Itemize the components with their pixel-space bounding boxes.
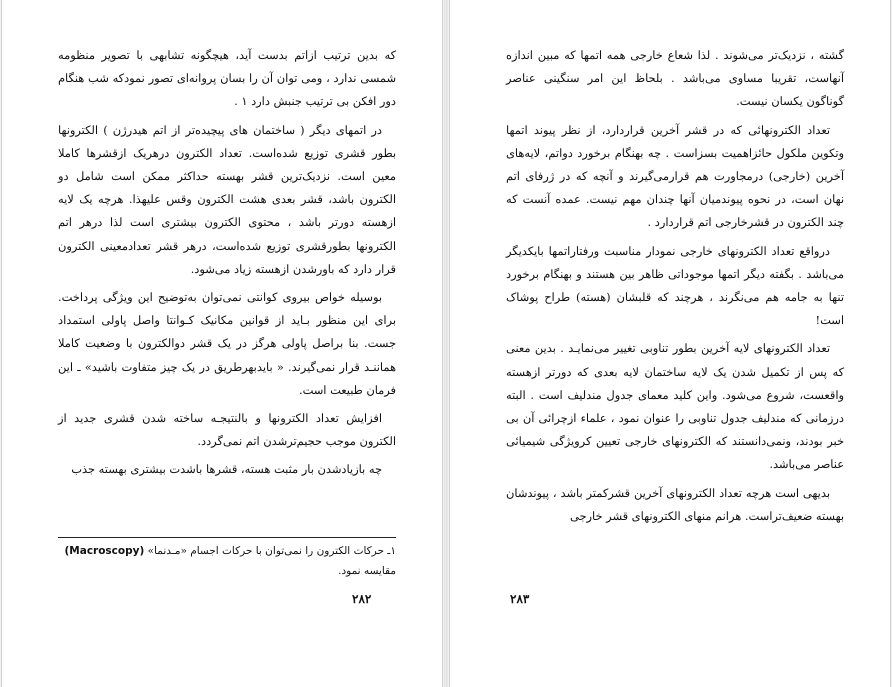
footnote <box>58 541 396 581</box>
paragraph: چه بازیادشدن بار مثبت هسته، قشرها باشدت بیشتری بهسته جذب <box>71 462 382 477</box>
left-book-page <box>2 0 442 687</box>
paragraph: در اتمهای دیگر ( ساختمان های پیچیده‌تر از اتم هیدرژن ) الکترونها بطور قشری توزیع شده‌است. تعداد الکترون درهریک ازقشرها کاملا معین است. نزدیک‌ترین قشر بهسته حداکثر ممکن است شامل دو الکترون باشد، قشر بعدی هشت الکترون وقس علیهذا. هرچه یک لایه ازهسته دورتر باشد ، محتوی الکترون بیشتری است لذا درهر اتم الکترونها بطورقشری توزیع شده‌است، درهر قشر تعدادمعینی الکترون قرار دارد که باورشدن ازهسته زیاد می‌شود. <box>58 122 396 276</box>
left-page-text <box>58 44 396 487</box>
page-number: ۲۸۲ <box>352 592 372 606</box>
page-gutter <box>444 0 448 687</box>
page-number: ۲۸۳ <box>510 592 530 606</box>
footnote-term: (Macroscopy) <box>64 545 145 557</box>
paragraph: تعداد الکترونهائی که در قشر آخرین قراردارد، از نظر پیوند اتمها وتکوین ملکول حائزاهمیت بسزاست . چه بهنگام برخورد دواتم، لایه‌های آخرین (خارجی) درمجاورت هم قرارمی‌گیرند و آنچه که در ژرفای اتم نهان است، در نحوه پیوندمیان آنها چندان مهم نیست. عمده آنست که چند الکترون در قشرخارجی اتم قراردارد . <box>506 122 844 230</box>
footnote-divider <box>58 537 396 538</box>
footnote-text: ۱ـ حرکات الکترون را نمی‌توان با حرکات اجسام «مـدنما» <box>144 545 396 557</box>
right-page-text <box>506 44 844 533</box>
paragraph: درواقع تعداد الکترونهای خارجی نمودار مناسبت ورفتاراتمها بایکدیگر می‌باشد . بگفته دیگر اتمها موجوداتی ظاهر بین هستند و بهنگام برخورد تنها به جامه هم می‌نگرند ، هرچند که قلبشان (هسته) طراح پوشاک است! <box>506 243 844 328</box>
paragraph: افزایش تعداد الکترونها و بالنتیجـه ساخته شدن قشری جدید از الکترون موجب حجیم‌ترشدن اتم نمی‌گردد. <box>58 411 396 449</box>
footnote-text-end: مقایسه نمود. <box>338 565 396 577</box>
right-book-page <box>450 0 890 687</box>
paragraph: که بدین ترتیب ازاتم بدست آید، هیچگونه تشابهی با تصویر منظومه شمسی ندارد ، ومی توان آن را بسان پروانه‌ای تصور نمودکه شب هنگام دور افکن بی ترتیب جنبش دارد ۱ . <box>58 48 396 109</box>
paragraph: تعداد الکترونهای لایه آخرین بطور تناوبی تغییر می‌نمایـد . بدین معنی که پس از تکمیل شدن یک لایه ساختمان لایه بعدی که دورتر ازهسته واقعست، شروع می‌شود. واین کلید معمای جدول مندلیف است . البته درزمانی که مندلیف جدول تناوبی را عنوان نمود ، علماء ازچرائی آن بی خبر بودند، ونمی‌دانستند که الکترونهای خارجی تعیین کرویژگی شیمیائی عناصر می‌باشد. <box>506 341 844 472</box>
paragraph: بدیهی است هرچه تعداد الکترونهای آخرین قشرکمتر باشد ، پیوندشان بهسته ضعیف‌تراست. هرانم منهای الکترونهای قشر خارجی <box>506 485 844 523</box>
paragraph: گشته ، نزدیک‌تر می‌شوند . لذا شعاع خارجی همه اتمها که مبین اندازه آنهاست، تقریبا مساوی می‌باشد . بلحاظ این امر سنگینی عناصر گوناگون یکسان نیست. <box>506 48 844 109</box>
paragraph: بوسیله خواص بیروی کوانتی نمی‌توان به‌توضیح این ویژگی پرداخت. برای این منظور بـاید از قوانین مکانیک کـوانتا واصل پاولی استمداد جست. بنا براصل پاولی هرگز در یک قشر دوالکترون با وضعیت کاملا هماننـد قرار نمی‌گیرند. « بایدبهرطریق در یک چیز متفاوت باشید» ـ این فرمان طبیعت است. <box>58 290 396 397</box>
